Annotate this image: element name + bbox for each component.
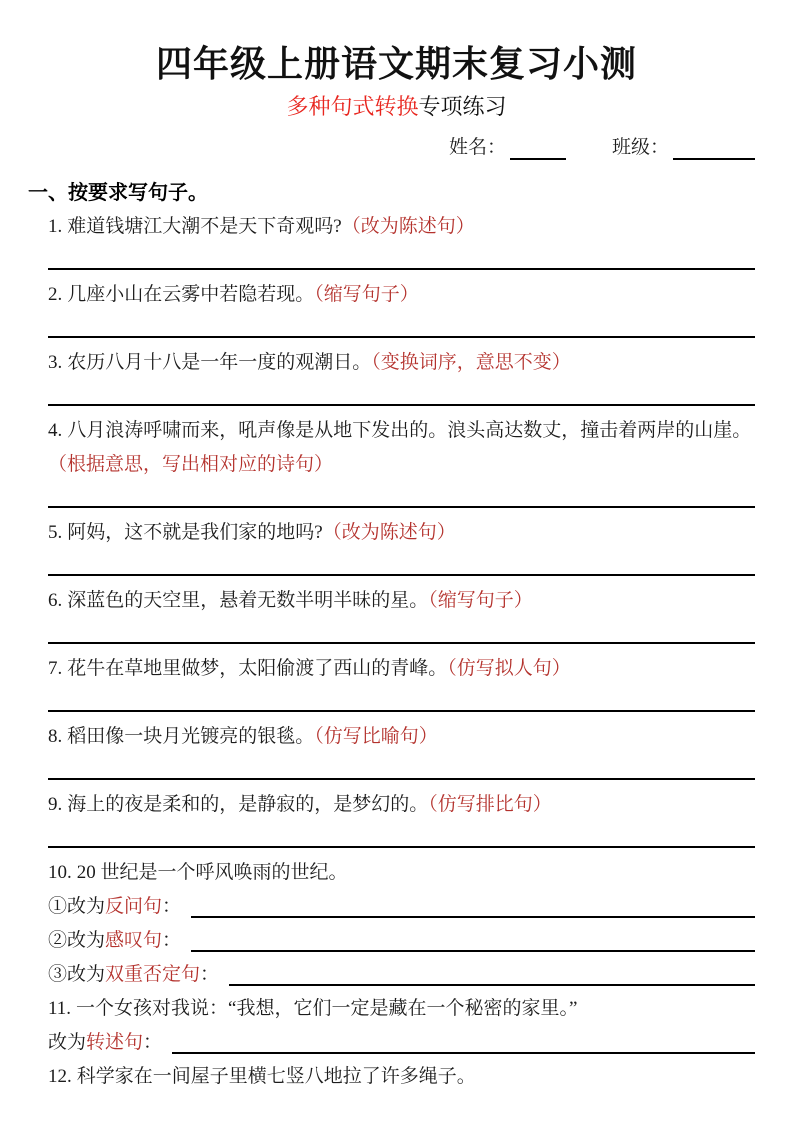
question-text — [48, 414, 755, 482]
question-number: 6. — [48, 590, 63, 611]
question-text — [48, 278, 755, 312]
question-body: 八月浪涛呼啸而来，吼声像是从地下发出的。浪头高达数丈，撞击着两岸的山崖。 — [67, 420, 752, 441]
sub-question-prefix: 改为 — [48, 1032, 87, 1053]
question-10 — [48, 856, 755, 992]
question-hint: （改为陈述句） — [322, 522, 456, 543]
question-hint: （根据意思，写出相对应的诗句） — [48, 454, 334, 475]
question-body: 阿妈，这不就是我们家的地吗? — [67, 522, 323, 543]
question-8 — [48, 720, 755, 780]
question-body: 海上的夜是柔和的，是静寂的，是梦幻的。 — [67, 794, 429, 815]
sub-question-type: 双重否定句 — [105, 964, 201, 985]
question-text — [48, 992, 755, 1026]
question-hint: （变换词序，意思不变） — [371, 352, 571, 373]
answer-line[interactable] — [191, 916, 755, 918]
answer-line[interactable] — [191, 950, 755, 952]
question-body: 稻田像一块月光镀亮的银毯。 — [67, 726, 315, 747]
answer-line[interactable] — [48, 642, 755, 644]
question-2 — [48, 278, 755, 338]
answer-line[interactable] — [48, 778, 755, 780]
sub-question-2 — [48, 924, 755, 958]
question-11 — [48, 992, 755, 1060]
sub-question-3 — [48, 958, 755, 992]
page-subtitle — [0, 94, 793, 120]
sub-question-prefix: ①改为 — [48, 896, 106, 917]
question-hint: （仿写排比句） — [428, 794, 552, 815]
answer-line[interactable] — [48, 336, 755, 338]
question-text — [48, 210, 755, 244]
questions-area — [0, 210, 793, 1094]
sub-question-colon: ： — [162, 896, 182, 917]
question-number: 5. — [48, 522, 63, 543]
name-class-row — [0, 136, 793, 160]
answer-line[interactable] — [48, 710, 755, 712]
name-label: 姓名： — [448, 137, 506, 158]
question-7 — [48, 652, 755, 712]
sub-question-prefix: ③改为 — [48, 964, 106, 985]
question-12 — [48, 1060, 755, 1094]
question-text — [48, 720, 755, 754]
question-number: 3. — [48, 352, 63, 373]
sub-question-type: 反问句 — [105, 896, 163, 917]
sub-question-type: 感叹句 — [105, 930, 163, 951]
name-input-line[interactable] — [510, 138, 566, 160]
question-hint: （仿写拟人句） — [447, 658, 571, 679]
answer-line[interactable] — [48, 268, 755, 270]
question-body: 农历八月十八是一年一度的观潮日。 — [67, 352, 372, 373]
question-text — [48, 584, 755, 618]
question-text — [48, 856, 755, 890]
question-hint: （缩写句子） — [428, 590, 533, 611]
answer-line[interactable] — [229, 984, 755, 986]
question-number: 8. — [48, 726, 63, 747]
question-9 — [48, 788, 755, 848]
question-number: 7. — [48, 658, 63, 679]
subtitle-black-text: 专项练习 — [418, 94, 507, 119]
question-text — [48, 788, 755, 822]
section-heading: 一、按要求写句子。 — [28, 182, 208, 204]
question-4 — [48, 414, 755, 508]
question-text — [48, 346, 755, 380]
question-number: 11. — [48, 998, 72, 1019]
question-5 — [48, 516, 755, 576]
class-label: 班级： — [611, 137, 669, 158]
page-title: 四年级上册语文期末复习小测 — [155, 43, 637, 84]
question-hint: （缩写句子） — [314, 284, 419, 305]
question-body: 一个女孩对我说：“我想，它们一定是藏在一个秘密的家里。” — [76, 998, 578, 1019]
question-body: 科学家在一间屋子里横七竖八地拉了许多绳子。 — [76, 1066, 476, 1087]
question-number: 9. — [48, 794, 63, 815]
question-body: 花牛在草地里做梦，太阳偷渡了西山的青峰。 — [67, 658, 448, 679]
question-text — [48, 1060, 755, 1094]
question-1 — [48, 210, 755, 270]
sub-question-prefix: ②改为 — [48, 930, 106, 951]
sub-question-colon: ： — [162, 930, 182, 951]
answer-line[interactable] — [48, 574, 755, 576]
subtitle-red-text: 多种句式转换 — [286, 94, 419, 119]
question-number: 12. — [48, 1066, 72, 1087]
question-number: 2. — [48, 284, 63, 305]
question-number: 4. — [48, 420, 63, 441]
question-6 — [48, 584, 755, 644]
question-text — [48, 652, 755, 686]
question-number: 1. — [48, 216, 63, 237]
answer-line[interactable] — [48, 846, 755, 848]
sub-question-rewrite — [48, 1026, 755, 1060]
question-hint: （改为陈述句） — [341, 216, 475, 237]
question-body: 20 世纪是一个呼风唤雨的世纪。 — [76, 862, 348, 883]
question-3 — [48, 346, 755, 406]
question-hint: （仿写比喻句） — [314, 726, 438, 747]
sub-question-colon: ： — [200, 964, 220, 985]
sub-question-1 — [48, 890, 755, 924]
class-input-line[interactable] — [673, 138, 755, 160]
question-number: 10. — [48, 862, 72, 883]
sub-question-type: 转述句 — [86, 1032, 144, 1053]
answer-line[interactable] — [172, 1052, 755, 1054]
question-body: 深蓝色的天空里，悬着无数半明半昧的星。 — [67, 590, 429, 611]
question-text — [48, 516, 755, 550]
answer-line[interactable] — [48, 404, 755, 406]
sub-question-colon: ： — [143, 1032, 163, 1053]
question-body: 难道钱塘江大潮不是天下奇观吗? — [67, 216, 342, 237]
question-body: 几座小山在云雾中若隐若现。 — [67, 284, 315, 305]
answer-line[interactable] — [48, 506, 755, 508]
